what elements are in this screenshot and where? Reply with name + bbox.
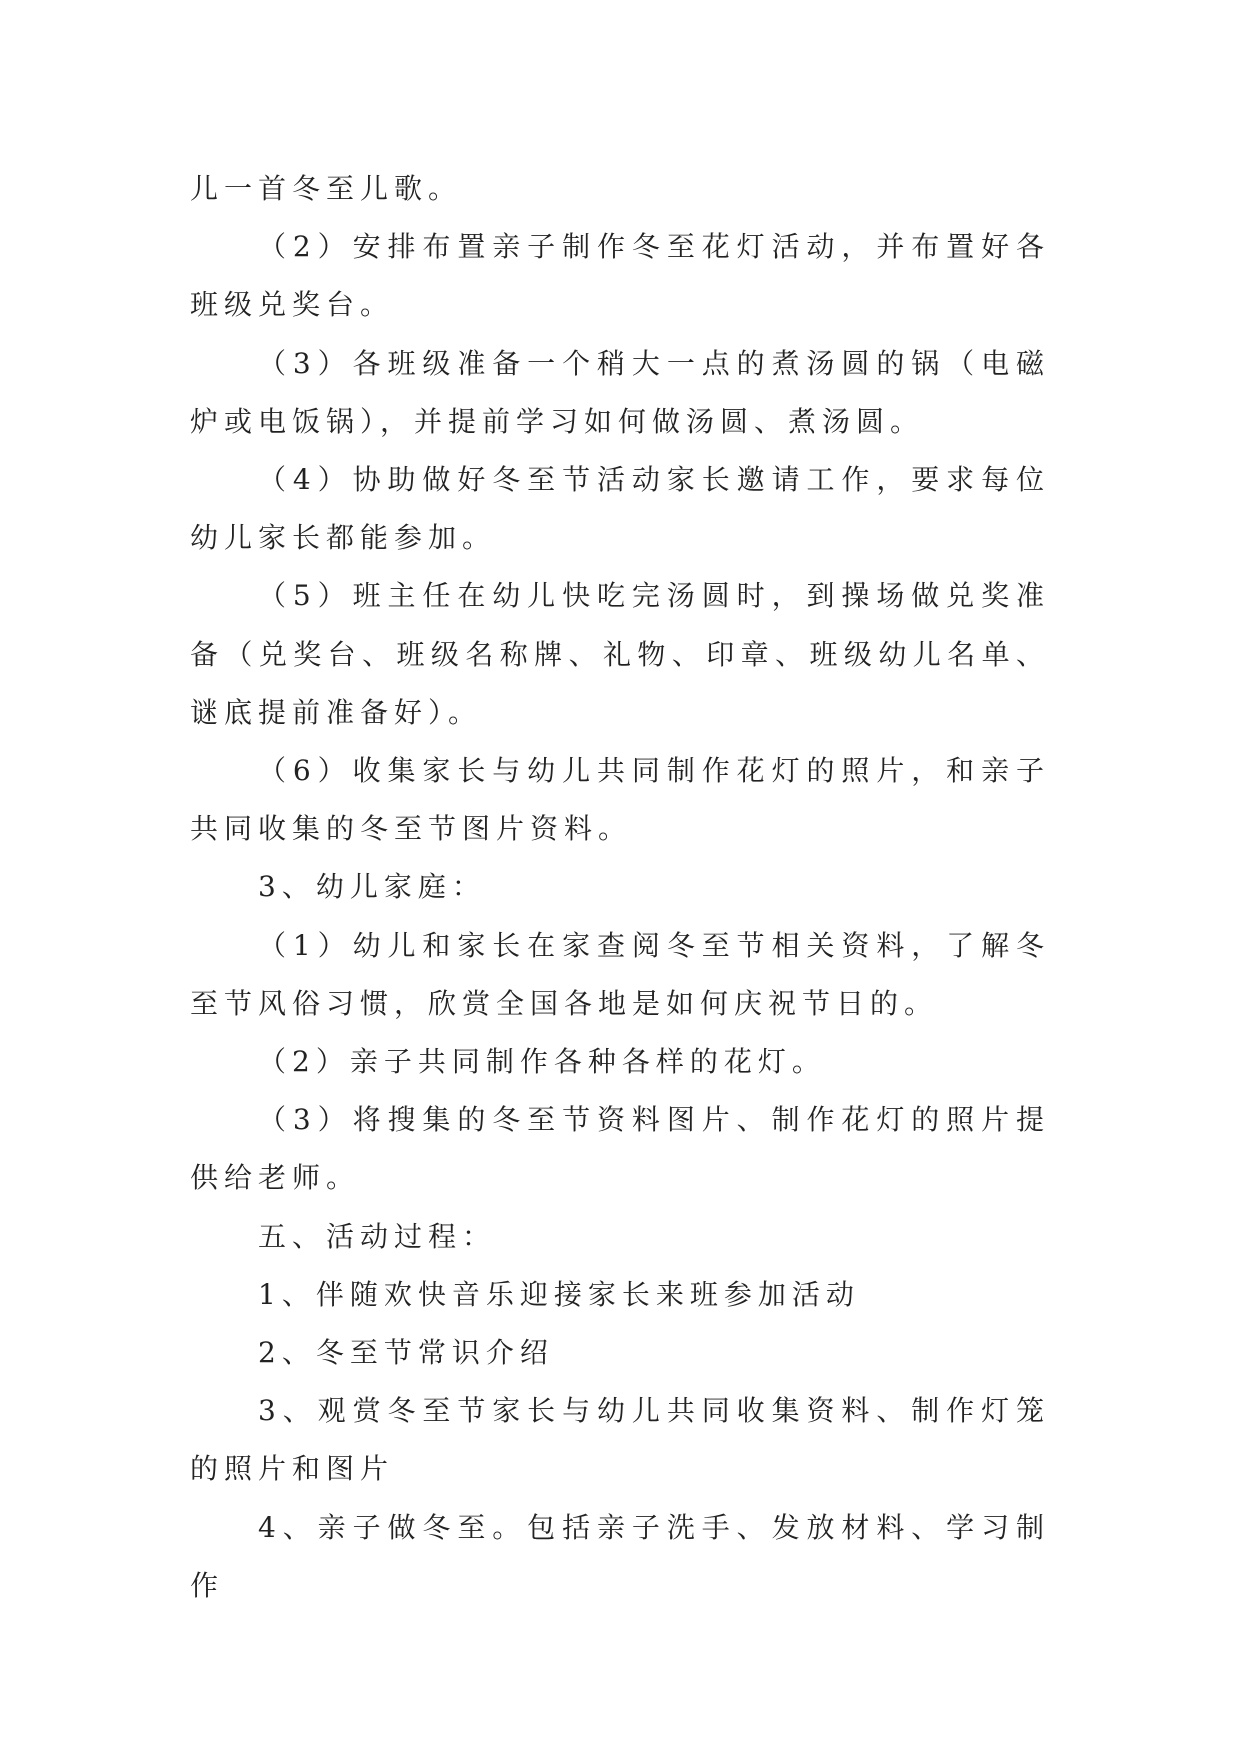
- paragraph-1: 儿一首冬至儿歌。: [190, 172, 463, 205]
- paragraph-10: （3）将搜集的冬至节资料图片、制作花灯的照片提供给老师。: [190, 1103, 1050, 1195]
- list-item-1: 1、伴随欢快音乐迎接家长来班参加活动: [258, 1277, 860, 1311]
- paragraph-3: （3）各班级准备一个稍大一点的煮汤圆的锅（电磁炉或电饭锅），并提前学习如何做汤圆、煮汤圆。: [190, 346, 1050, 438]
- paragraph-8: （1）幼儿和家长在家查阅冬至节相关资料，了解冬至节风俗习惯，欣赏全国各地是如何庆祝节日的。: [190, 928, 1050, 1020]
- paragraph-4: （4）协助做好冬至节活动家长邀请工作，要求每位幼儿家长都能参加。: [190, 463, 1050, 555]
- paragraph-5: （5）班主任在幼儿快吃完汤圆时，到操场做兑奖准备（兑奖台、班级名称牌、礼物、印章、班级幼儿名单、谜底提前准备好）。: [190, 579, 1050, 729]
- paragraph-6: （6）收集家长与幼儿共同制作花灯的照片，和亲子共同收集的冬至节图片资料。: [190, 754, 1050, 846]
- list-item-4: 4、亲子做冬至。包括亲子洗手、发放材料、学习制作: [190, 1510, 1050, 1602]
- paragraph-9: （2）亲子共同制作各种各样的花灯。: [258, 1045, 826, 1079]
- section-heading-process: 五、活动过程：: [258, 1219, 497, 1253]
- list-item-3: 3、观赏冬至节家长与幼儿共同收集资料、制作灯笼的照片和图片: [190, 1394, 1050, 1486]
- section-heading-family: 3、幼儿家庭：: [258, 870, 486, 904]
- document-body: [190, 160, 1050, 1615]
- list-item-2: 2、冬至节常识介绍: [258, 1336, 554, 1370]
- paragraph-2: （2）安排布置亲子制作冬至花灯活动，并布置好各班级兑奖台。: [190, 230, 1050, 322]
